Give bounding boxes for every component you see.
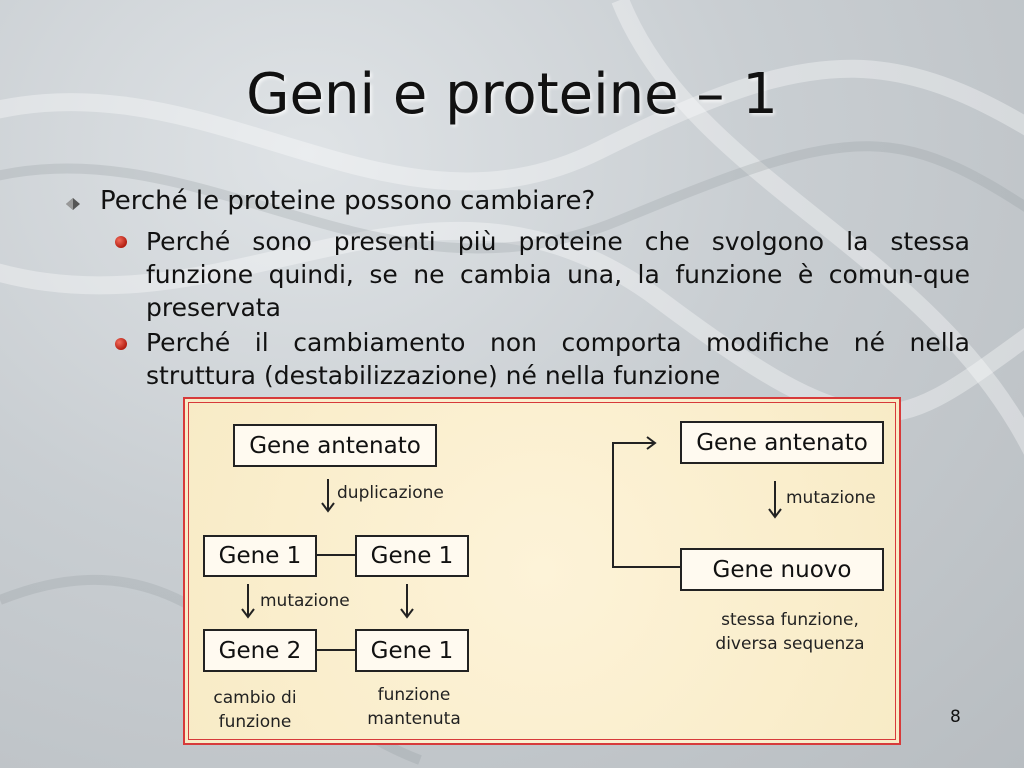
mutazione-label-right: mutazione xyxy=(786,488,876,508)
gene-antenato-box-right: Gene antenato xyxy=(680,421,884,464)
gene-antenato-box-left: Gene antenato xyxy=(233,424,437,467)
gene-1-box-b: Gene 1 xyxy=(355,535,469,577)
stessa-funzione-caption xyxy=(705,608,875,656)
sub-bullet-2: Perché il cambiamento non comporta modifiche né nella struttura (destabilizzazione) né nella funzione xyxy=(146,328,970,390)
caption-line: mantenuta xyxy=(367,709,461,729)
page-number: 8 xyxy=(950,707,961,727)
gene-nuovo-box: Gene nuovo xyxy=(680,548,884,591)
gene-duplication-diagram xyxy=(183,397,901,745)
slide-title: Geni e proteine – 1 xyxy=(246,62,778,127)
caption-line: funzione xyxy=(377,685,451,705)
gene-1-box-a: Gene 1 xyxy=(203,535,317,577)
caption-line: cambio di xyxy=(213,688,297,708)
mutazione-label-left: mutazione xyxy=(260,591,350,611)
bullet-diamond-icon xyxy=(66,198,80,210)
cambio-funzione-caption xyxy=(207,686,303,734)
gene-1-box-c: Gene 1 xyxy=(355,629,469,672)
sub-bullet-1: Perché sono presenti più proteine che svolgono la stessa funzione quindi, se ne cambia una, la funzione è comun-que preservata xyxy=(146,227,970,322)
gene-2-box: Gene 2 xyxy=(203,629,317,672)
caption-line: funzione xyxy=(218,712,292,732)
funzione-mantenuta-caption xyxy=(359,683,469,731)
red-bullet-icon xyxy=(115,338,127,350)
duplicazione-label: duplicazione xyxy=(337,483,444,503)
main-bullet-text: Perché le proteine possono cambiare? xyxy=(100,186,596,216)
red-bullet-icon xyxy=(115,236,127,248)
caption-line: diversa sequenza xyxy=(715,634,865,654)
caption-line: stessa funzione, xyxy=(721,610,859,630)
